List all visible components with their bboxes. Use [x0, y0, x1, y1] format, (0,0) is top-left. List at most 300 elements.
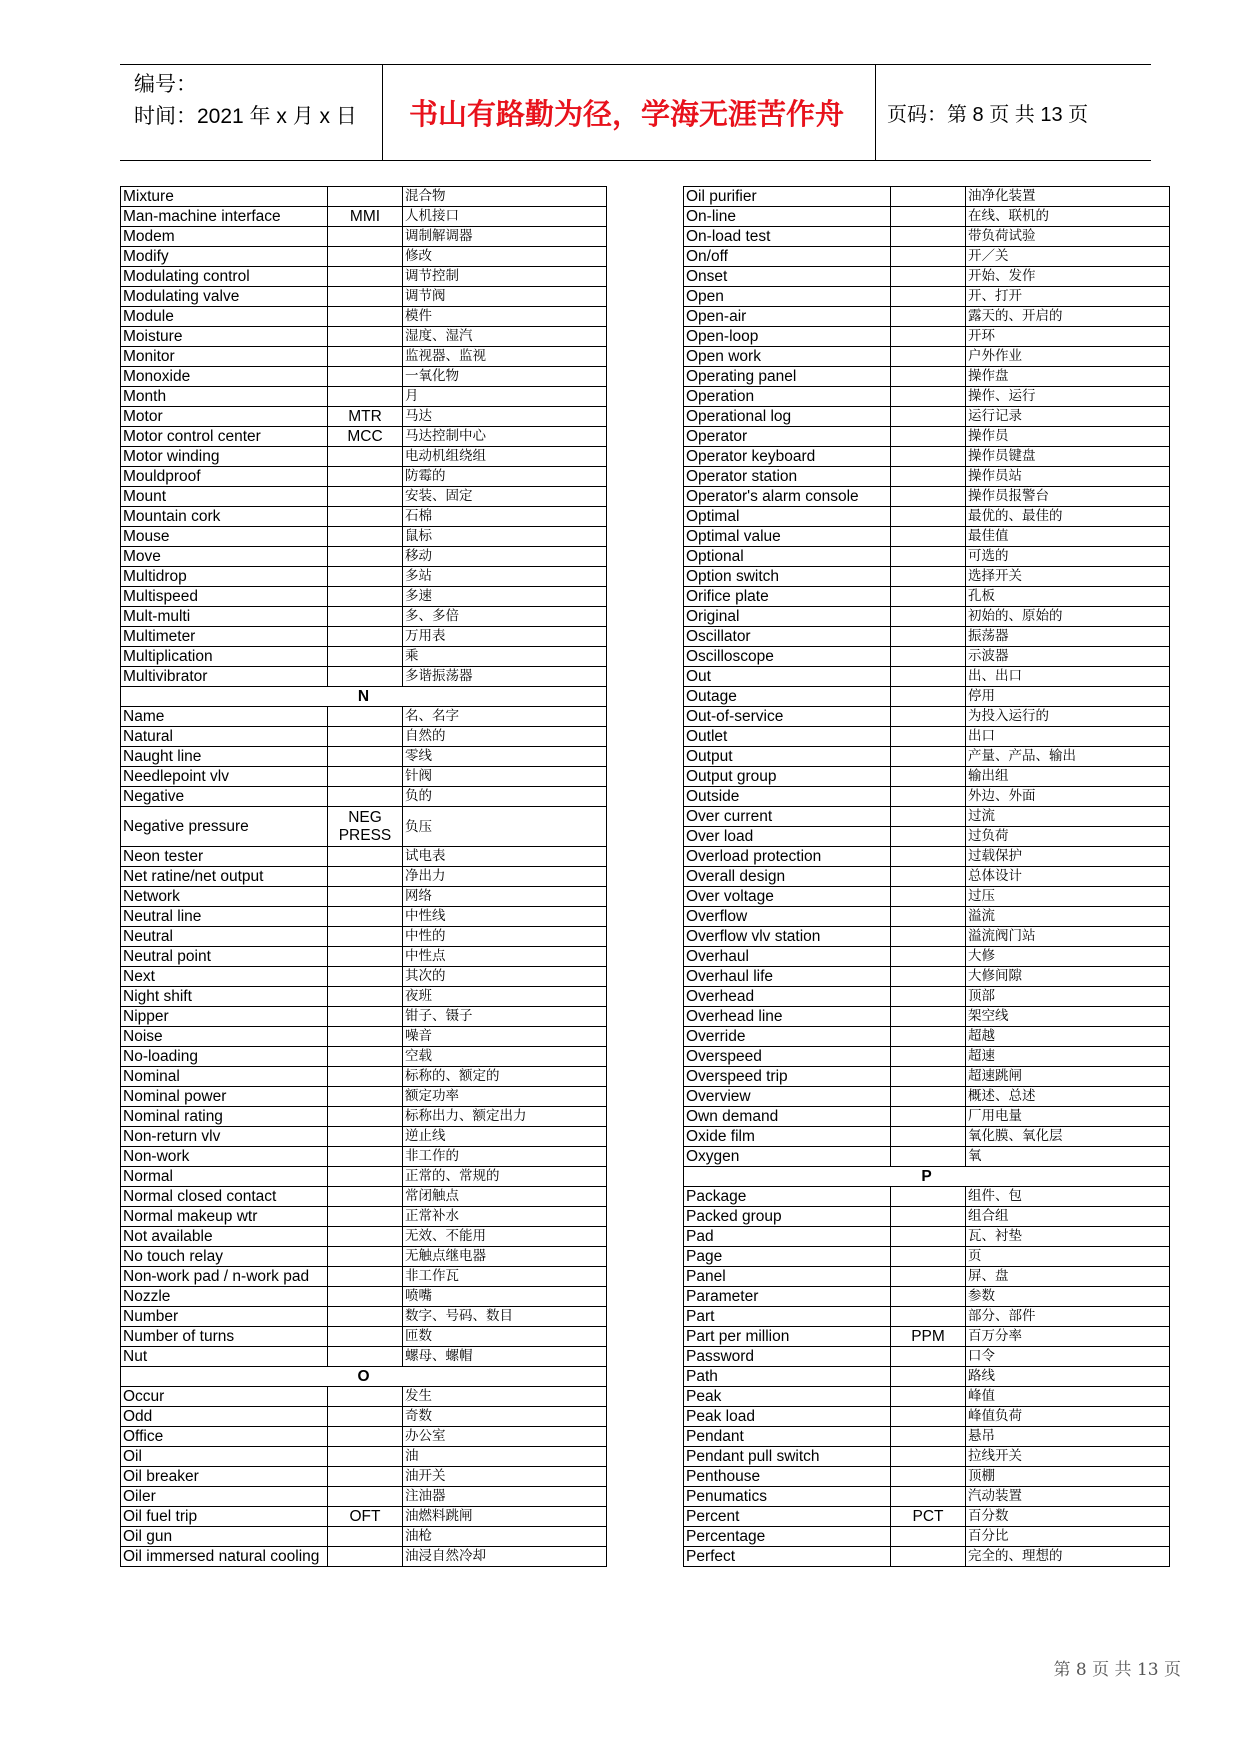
header-info: [134, 69, 384, 133]
glossary-row: [684, 407, 1170, 427]
term-english: Overload protection: [684, 847, 891, 867]
glossary-row: [684, 727, 1170, 747]
term-chinese: 架空线: [966, 1007, 1170, 1027]
term-english: Move: [121, 547, 328, 567]
term-abbreviation: [328, 1027, 403, 1047]
glossary-row: [121, 547, 607, 567]
term-abbreviation: [891, 1147, 966, 1167]
term-abbreviation: [328, 1267, 403, 1287]
term-abbreviation: [891, 1307, 966, 1327]
term-chinese: 开／关: [966, 247, 1170, 267]
term-chinese: 悬吊: [966, 1427, 1170, 1447]
glossary-row: [684, 1387, 1170, 1407]
term-english: Orifice plate: [684, 587, 891, 607]
term-english: Oscillator: [684, 627, 891, 647]
page-footer: 第 8 页 共 13 页: [1053, 1660, 1181, 1680]
term-english: Night shift: [121, 987, 328, 1007]
abbreviation-line: PRESS: [338, 826, 392, 844]
term-abbreviation: [328, 927, 403, 947]
term-abbreviation: [328, 1527, 403, 1547]
term-abbreviation: [328, 527, 403, 547]
term-abbreviation: [328, 1547, 403, 1567]
term-abbreviation: [328, 607, 403, 627]
glossary-row: [684, 307, 1170, 327]
term-english: Operator's alarm console: [684, 487, 891, 507]
term-english: Nipper: [121, 1007, 328, 1027]
term-chinese: 振荡器: [966, 627, 1170, 647]
term-chinese: 完全的、理想的: [966, 1547, 1170, 1567]
glossary-row: [121, 1467, 607, 1487]
term-english: Monitor: [121, 347, 328, 367]
term-abbreviation: [891, 887, 966, 907]
glossary-row: [684, 267, 1170, 287]
term-chinese: 钳子、镊子: [403, 1007, 607, 1027]
term-abbreviation: [891, 587, 966, 607]
term-english: Natural: [121, 727, 328, 747]
term-english: Optimal: [684, 507, 891, 527]
term-english: Override: [684, 1027, 891, 1047]
term-chinese: 月: [403, 387, 607, 407]
glossary-row: [684, 207, 1170, 227]
term-chinese: 峰值负荷: [966, 1407, 1170, 1427]
term-chinese: 负的: [403, 787, 607, 807]
term-chinese: 试电表: [403, 847, 607, 867]
term-chinese: 石棉: [403, 507, 607, 527]
glossary-row: [121, 967, 607, 987]
term-abbreviation: [891, 367, 966, 387]
term-abbreviation: [891, 1127, 966, 1147]
glossary-row: [121, 787, 607, 807]
term-chinese: 溢流: [966, 907, 1170, 927]
term-abbreviation: [891, 567, 966, 587]
term-chinese: 多速: [403, 587, 607, 607]
term-abbreviation: [891, 787, 966, 807]
term-english: Multispeed: [121, 587, 328, 607]
term-abbreviation: [891, 1247, 966, 1267]
term-abbreviation: [891, 1067, 966, 1087]
term-chinese: 标称的、额定的: [403, 1067, 607, 1087]
glossary-row: [684, 987, 1170, 1007]
term-abbreviation: [328, 1327, 403, 1347]
term-abbreviation: [328, 1307, 403, 1327]
section-header-row: [121, 687, 607, 707]
glossary-row: [684, 1467, 1170, 1487]
term-english: Operational log: [684, 407, 891, 427]
term-chinese: 氧: [966, 1147, 1170, 1167]
term-chinese: 办公室: [403, 1427, 607, 1447]
term-english: Own demand: [684, 1107, 891, 1127]
glossary-row: [121, 567, 607, 587]
term-english: Office: [121, 1427, 328, 1447]
term-abbreviation: [891, 647, 966, 667]
term-chinese: 超速: [966, 1047, 1170, 1067]
term-chinese: 逆止线: [403, 1127, 607, 1147]
glossary-row: [684, 187, 1170, 207]
glossary-row: [121, 1147, 607, 1167]
glossary-row: [684, 367, 1170, 387]
term-abbreviation: [328, 707, 403, 727]
term-abbreviation: [328, 487, 403, 507]
term-english: Peak load: [684, 1407, 891, 1427]
glossary-row: [684, 787, 1170, 807]
glossary-row: [684, 1427, 1170, 1447]
term-abbreviation: [328, 387, 403, 407]
term-english: Neutral: [121, 927, 328, 947]
glossary-row: [121, 1047, 607, 1067]
term-abbreviation: [328, 1447, 403, 1467]
glossary-row: [121, 1547, 607, 1567]
term-chinese: 调节控制: [403, 267, 607, 287]
term-abbreviation: [891, 307, 966, 327]
glossary-row: [684, 1067, 1170, 1087]
term-chinese: 混合物: [403, 187, 607, 207]
term-english: Oxygen: [684, 1147, 891, 1167]
glossary-row: [684, 607, 1170, 627]
glossary-row: [121, 347, 607, 367]
glossary-row: [121, 187, 607, 207]
glossary-row: [684, 1267, 1170, 1287]
abbreviation-line: NEG: [348, 808, 382, 826]
glossary-row: [684, 427, 1170, 447]
term-abbreviation: [891, 547, 966, 567]
term-english: Network: [121, 887, 328, 907]
term-chinese: 鼠标: [403, 527, 607, 547]
term-abbreviation: [891, 627, 966, 647]
glossary-row: [684, 707, 1170, 727]
term-abbreviation: [328, 1207, 403, 1227]
glossary-row: [121, 1027, 607, 1047]
term-chinese: 模件: [403, 307, 607, 327]
glossary-row: [121, 907, 607, 927]
term-english: Package: [684, 1187, 891, 1207]
term-chinese: 中性的: [403, 927, 607, 947]
term-chinese: 安装、固定: [403, 487, 607, 507]
term-english: Overhead: [684, 987, 891, 1007]
term-abbreviation: [328, 767, 403, 787]
glossary-row: [121, 1207, 607, 1227]
term-english: Optional: [684, 547, 891, 567]
glossary-row: [684, 1247, 1170, 1267]
term-chinese: 屏、盘: [966, 1267, 1170, 1287]
term-english: Outage: [684, 687, 891, 707]
glossary-row: [121, 247, 607, 267]
term-chinese: 油: [403, 1447, 607, 1467]
term-chinese: 超速跳闸: [966, 1067, 1170, 1087]
term-chinese: 中性线: [403, 907, 607, 927]
glossary-row: [121, 867, 607, 887]
glossary-row: [684, 387, 1170, 407]
glossary-row: [684, 507, 1170, 527]
glossary-row: [684, 687, 1170, 707]
term-abbreviation: [891, 347, 966, 367]
glossary-row: [684, 227, 1170, 247]
glossary-row: [121, 207, 607, 227]
term-chinese: 湿度、湿汽: [403, 327, 607, 347]
term-english: Multiplication: [121, 647, 328, 667]
term-english: Normal closed contact: [121, 1187, 328, 1207]
term-chinese: 百分比: [966, 1527, 1170, 1547]
term-chinese: 大修: [966, 947, 1170, 967]
term-chinese: 参数: [966, 1287, 1170, 1307]
glossary-row: [121, 1247, 607, 1267]
glossary-row: [684, 567, 1170, 587]
glossary-row: [684, 647, 1170, 667]
term-abbreviation: [891, 247, 966, 267]
term-chinese: 过压: [966, 887, 1170, 907]
term-abbreviation: [328, 267, 403, 287]
term-english: Oscilloscope: [684, 647, 891, 667]
term-chinese: 无效、不能用: [403, 1227, 607, 1247]
term-english: Number: [121, 1307, 328, 1327]
term-abbreviation: [891, 1287, 966, 1307]
term-abbreviation: [328, 327, 403, 347]
term-abbreviation: [328, 1347, 403, 1367]
term-english: Oiler: [121, 1487, 328, 1507]
glossary-row: [684, 527, 1170, 547]
term-english: Mouldproof: [121, 467, 328, 487]
term-english: Pad: [684, 1227, 891, 1247]
term-english: Needlepoint vlv: [121, 767, 328, 787]
term-english: Password: [684, 1347, 891, 1367]
glossary-row: [121, 487, 607, 507]
term-abbreviation: [328, 547, 403, 567]
term-abbreviation: [891, 667, 966, 687]
term-abbreviation: [328, 847, 403, 867]
glossary-row: [121, 527, 607, 547]
glossary-row: [684, 1087, 1170, 1107]
term-chinese: 输出组: [966, 767, 1170, 787]
term-abbreviation: [328, 727, 403, 747]
term-chinese: 操作、运行: [966, 387, 1170, 407]
term-english: Percentage: [684, 1527, 891, 1547]
glossary-row: [684, 887, 1170, 907]
term-chinese: 汽动装置: [966, 1487, 1170, 1507]
term-abbreviation: [328, 467, 403, 487]
term-english: Neutral point: [121, 947, 328, 967]
term-english: Mult-multi: [121, 607, 328, 627]
glossary-row: [121, 507, 607, 527]
glossary-row: [121, 447, 607, 467]
term-chinese: 百分数: [966, 1507, 1170, 1527]
term-abbreviation: [891, 967, 966, 987]
term-abbreviation: [328, 367, 403, 387]
term-chinese: 开始、发作: [966, 267, 1170, 287]
glossary-row: [684, 1327, 1170, 1347]
term-abbreviation: [891, 867, 966, 887]
term-chinese: 顶棚: [966, 1467, 1170, 1487]
glossary-row: [121, 307, 607, 327]
glossary-row: [684, 827, 1170, 847]
glossary-row: [684, 547, 1170, 567]
glossary-row: [121, 1447, 607, 1467]
term-chinese: 操作员报警台: [966, 487, 1170, 507]
glossary-row: [121, 1287, 607, 1307]
term-chinese: 口令: [966, 1347, 1170, 1367]
term-chinese: 为投入运行的: [966, 707, 1170, 727]
term-chinese: 初始的、原始的: [966, 607, 1170, 627]
term-english: Non-work: [121, 1147, 328, 1167]
term-chinese: 喷嘴: [403, 1287, 607, 1307]
glossary-row: [684, 1407, 1170, 1427]
term-chinese: 超越: [966, 1027, 1170, 1047]
date-label: 时间：2021 年 x 月 x 日: [134, 105, 357, 128]
term-english: Overhaul life: [684, 967, 891, 987]
glossary-row: [121, 427, 607, 447]
term-abbreviation: [891, 727, 966, 747]
term-english: Nominal: [121, 1067, 328, 1087]
term-abbreviation: [891, 747, 966, 767]
term-chinese: 组件、包: [966, 1187, 1170, 1207]
term-english: Operating panel: [684, 367, 891, 387]
term-chinese: 正常补水: [403, 1207, 607, 1227]
term-english: Modify: [121, 247, 328, 267]
term-english: On/off: [684, 247, 891, 267]
term-english: Oxide film: [684, 1127, 891, 1147]
glossary-row: [121, 467, 607, 487]
term-abbreviation: [891, 1547, 966, 1567]
term-abbreviation: [891, 387, 966, 407]
glossary-row: [684, 1547, 1170, 1567]
glossary-row: [684, 1507, 1170, 1527]
term-abbreviation: [328, 1487, 403, 1507]
term-chinese: 电动机组绕组: [403, 447, 607, 467]
glossary-row: [684, 1447, 1170, 1467]
term-abbreviation: [328, 1167, 403, 1187]
term-english: Peak: [684, 1387, 891, 1407]
glossary-row: [684, 847, 1170, 867]
term-chinese: 操作员: [966, 427, 1170, 447]
term-chinese: 净出力: [403, 867, 607, 887]
term-abbreviation: [328, 1047, 403, 1067]
term-chinese: 匝数: [403, 1327, 607, 1347]
term-chinese: 人机接口: [403, 207, 607, 227]
glossary-row: [121, 607, 607, 627]
term-english: Path: [684, 1367, 891, 1387]
term-abbreviation: [328, 667, 403, 687]
term-chinese: 油开关: [403, 1467, 607, 1487]
term-english: Output group: [684, 767, 891, 787]
term-english: Onset: [684, 267, 891, 287]
term-english: Oil purifier: [684, 187, 891, 207]
term-english: Nozzle: [121, 1287, 328, 1307]
term-abbreviation: [891, 607, 966, 627]
term-chinese: 零线: [403, 747, 607, 767]
term-chinese: 油净化装置: [966, 187, 1170, 207]
term-abbreviation: [891, 1407, 966, 1427]
term-abbreviation: [328, 507, 403, 527]
term-chinese: 多站: [403, 567, 607, 587]
glossary-row: [121, 947, 607, 967]
glossary-row: [121, 1407, 607, 1427]
term-english: Operator: [684, 427, 891, 447]
term-abbreviation: [891, 467, 966, 487]
glossary-row: [121, 1007, 607, 1027]
term-chinese: 停用: [966, 687, 1170, 707]
term-chinese: 大修间隙: [966, 967, 1170, 987]
term-chinese: 其次的: [403, 967, 607, 987]
term-chinese: 开环: [966, 327, 1170, 347]
term-english: Normal makeup wtr: [121, 1207, 328, 1227]
term-abbreviation: [891, 287, 966, 307]
term-english: Modem: [121, 227, 328, 247]
term-english: Number of turns: [121, 1327, 328, 1347]
term-abbreviation: [891, 1347, 966, 1367]
term-english: Oil fuel trip: [121, 1507, 328, 1527]
glossary-row: [684, 947, 1170, 967]
term-english: Man-machine interface: [121, 207, 328, 227]
term-abbreviation: [328, 647, 403, 667]
term-english: Outlet: [684, 727, 891, 747]
term-abbreviation: [328, 247, 403, 267]
term-chinese: 正常的、常规的: [403, 1167, 607, 1187]
glossary-row: [121, 267, 607, 287]
term-chinese: 组合组: [966, 1207, 1170, 1227]
term-abbreviation: [891, 1527, 966, 1547]
glossary-row: [684, 327, 1170, 347]
term-chinese: 非工作瓦: [403, 1267, 607, 1287]
term-english: Monoxide: [121, 367, 328, 387]
glossary-row: [684, 807, 1170, 827]
glossary-row: [684, 747, 1170, 767]
term-english: Not available: [121, 1227, 328, 1247]
header-motto: 书山有路勤为径，学海无涯苦作舟: [408, 97, 844, 131]
term-abbreviation: [891, 227, 966, 247]
term-chinese: 氧化膜、氧化层: [966, 1127, 1170, 1147]
glossary-row: [684, 1147, 1170, 1167]
term-chinese: 发生: [403, 1387, 607, 1407]
glossary-row: [684, 247, 1170, 267]
term-english: Oil immersed natural cooling: [121, 1547, 328, 1567]
term-abbreviation: [891, 447, 966, 467]
term-abbreviation: [328, 787, 403, 807]
term-abbreviation: [328, 227, 403, 247]
glossary-row: [684, 1027, 1170, 1047]
glossary-row: [121, 667, 607, 687]
term-chinese: 奇数: [403, 1407, 607, 1427]
section-letter: O: [121, 1367, 607, 1387]
glossary-row: [684, 627, 1170, 647]
term-english: Output: [684, 747, 891, 767]
term-abbreviation: [328, 1187, 403, 1207]
page-header: [120, 64, 1151, 161]
term-english: Open: [684, 287, 891, 307]
term-abbreviation: [891, 1467, 966, 1487]
term-chinese: 选择开关: [966, 567, 1170, 587]
term-chinese: 开、打开: [966, 287, 1170, 307]
term-english: Multivibrator: [121, 667, 328, 687]
term-english: Overhead line: [684, 1007, 891, 1027]
term-english: Module: [121, 307, 328, 327]
header-divider: [875, 65, 876, 160]
term-abbreviation: [891, 767, 966, 787]
glossary-row: [121, 1087, 607, 1107]
term-abbreviation: [328, 1407, 403, 1427]
number-label: 编号：: [134, 73, 197, 96]
term-chinese: 自然的: [403, 727, 607, 747]
term-abbreviation: [328, 1067, 403, 1087]
term-english: Neutral line: [121, 907, 328, 927]
term-english: Percent: [684, 1507, 891, 1527]
glossary-row: [121, 327, 607, 347]
term-english: No touch relay: [121, 1247, 328, 1267]
term-english: No-loading: [121, 1047, 328, 1067]
term-english: Pendant: [684, 1427, 891, 1447]
term-abbreviation: [328, 447, 403, 467]
term-chinese: 多谐振荡器: [403, 667, 607, 687]
term-abbreviation: [891, 927, 966, 947]
glossary-row: [684, 1047, 1170, 1067]
term-chinese: 中性点: [403, 947, 607, 967]
